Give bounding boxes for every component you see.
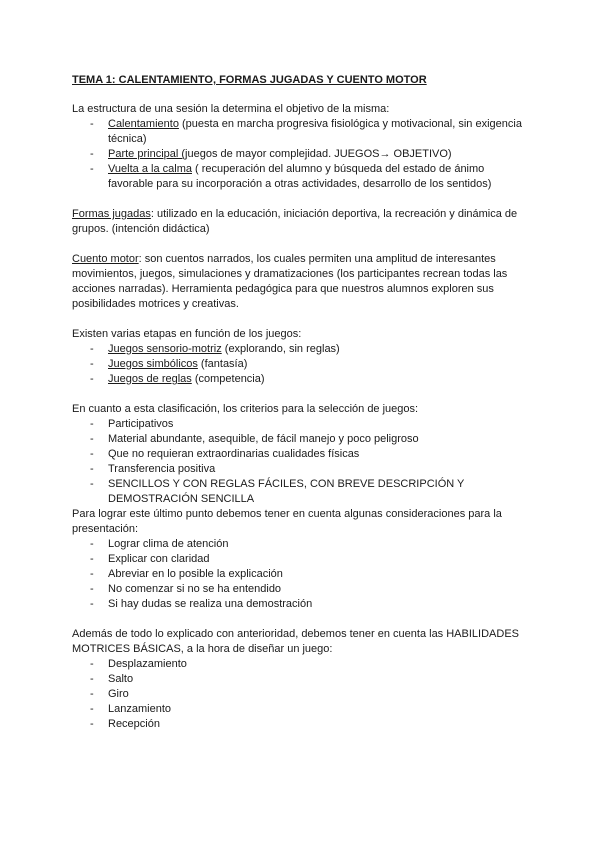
term-juegos-reglas: Juegos de reglas bbox=[108, 373, 192, 385]
list-item: - Abreviar en lo posible la explicación bbox=[72, 567, 530, 582]
list-item: - No comenzar si no se ha entendido bbox=[72, 582, 530, 597]
term-cuento-motor: Cuento motor bbox=[72, 253, 139, 265]
term-juegos-sensorio-motriz: Juegos sensorio-motriz bbox=[108, 343, 222, 355]
spacer bbox=[72, 237, 530, 252]
paragraph-text: : utilizado en la educación, iniciación deportiva, la recreación y dinámica de grupos. (intención didáctica) bbox=[72, 208, 518, 235]
habilidades-intro: Además de todo lo explicado con anterioridad, debemos tener en cuenta las HABILIDADES MOTRICES BÁSICAS, a la hora de diseñar un juego: bbox=[72, 628, 519, 655]
list-item: - Giro bbox=[72, 687, 530, 702]
session-structure-intro: La estructura de una sesión la determina el objetivo de la misma: bbox=[72, 103, 390, 115]
list-item bbox=[72, 357, 530, 372]
term-vuelta-calma: Vuelta a la calma bbox=[108, 163, 192, 175]
item-text: (puesta en marcha progresiva fisiológica y motivacional, sin exigencia técnica) bbox=[108, 118, 522, 145]
list-item-vuelta-calma bbox=[72, 162, 530, 192]
list-item: - Recepción bbox=[72, 717, 530, 732]
presentacion-intro: Para lograr este último punto debemos tener en cuenta algunas consideraciones para la presentación: bbox=[72, 508, 502, 535]
page-title: TEMA 1: CALENTAMIENTO, FORMAS JUGADAS Y CUENTO MOTOR bbox=[72, 74, 427, 86]
document-body bbox=[72, 73, 530, 732]
etapas-intro: Existen varias etapas en función de los juegos: bbox=[72, 328, 302, 340]
list-item-parte-principal bbox=[72, 147, 530, 162]
list-item: - Material abundante, asequible, de fácil manejo y poco peligroso bbox=[72, 432, 530, 447]
session-phases-list bbox=[72, 117, 530, 192]
list-item: - Lograr clima de atención bbox=[72, 537, 530, 552]
spacer bbox=[72, 612, 530, 627]
etapas-list bbox=[72, 342, 530, 387]
list-item: - Desplazamiento bbox=[72, 657, 530, 672]
item-text: (explorando, sin reglas) bbox=[221, 343, 340, 355]
spacer bbox=[72, 312, 530, 327]
list-item: - Lanzamiento bbox=[72, 702, 530, 717]
paragraph-text: : son cuentos narrados, los cuales permiten una amplitud de interesantes movimientos, juegos, simulaciones y dramatizaciones (los participantes recrean todas las acciones narradas). Herramienta pedagógica para que nuestros alumnos exploren sus posibilidades motrices y creativas. bbox=[72, 253, 508, 310]
list-item: - SENCILLOS Y CON REGLAS FÁCILES, CON BREVE DESCRIPCIÓN Y DEMOSTRACIÓN SENCILLA bbox=[72, 477, 530, 507]
criterios-list bbox=[72, 417, 530, 507]
habilidades-list bbox=[72, 657, 530, 732]
list-item-calentamiento bbox=[72, 117, 530, 147]
formas-jugadas-paragraph bbox=[72, 207, 530, 237]
spacer bbox=[72, 387, 530, 402]
item-text: juegos de mayor complejidad. JUEGOS→ OBJETIVO) bbox=[185, 148, 452, 160]
term-formas-jugadas: Formas jugadas bbox=[72, 208, 151, 220]
list-item: - Explicar con claridad bbox=[72, 552, 530, 567]
list-item: - Participativos bbox=[72, 417, 530, 432]
list-item: - Transferencia positiva bbox=[72, 462, 530, 477]
item-text: (competencia) bbox=[191, 373, 265, 385]
list-item bbox=[72, 342, 530, 357]
list-item bbox=[72, 372, 530, 387]
list-item: - Salto bbox=[72, 672, 530, 687]
presentacion-list bbox=[72, 537, 530, 612]
criterios-intro: En cuanto a esta clasificación, los criterios para la selección de juegos: bbox=[72, 403, 419, 415]
item-text: (fantasía) bbox=[197, 358, 248, 370]
spacer bbox=[72, 192, 530, 207]
item-text: ( recuperación del alumno y búsqueda del estado de ánimo favorable para su incorporación a otras actividades, desarrollo de los sentidos) bbox=[108, 163, 492, 190]
term-juegos-simbolicos: Juegos simbólicos bbox=[108, 358, 198, 370]
cuento-motor-paragraph bbox=[72, 252, 530, 312]
term-calentamiento: Calentamiento bbox=[108, 118, 179, 130]
list-item: - Si hay dudas se realiza una demostración bbox=[72, 597, 530, 612]
term-parte-principal: Parte principal ( bbox=[108, 148, 186, 160]
list-item: - Que no requieran extraordinarias cualidades físicas bbox=[72, 447, 530, 462]
